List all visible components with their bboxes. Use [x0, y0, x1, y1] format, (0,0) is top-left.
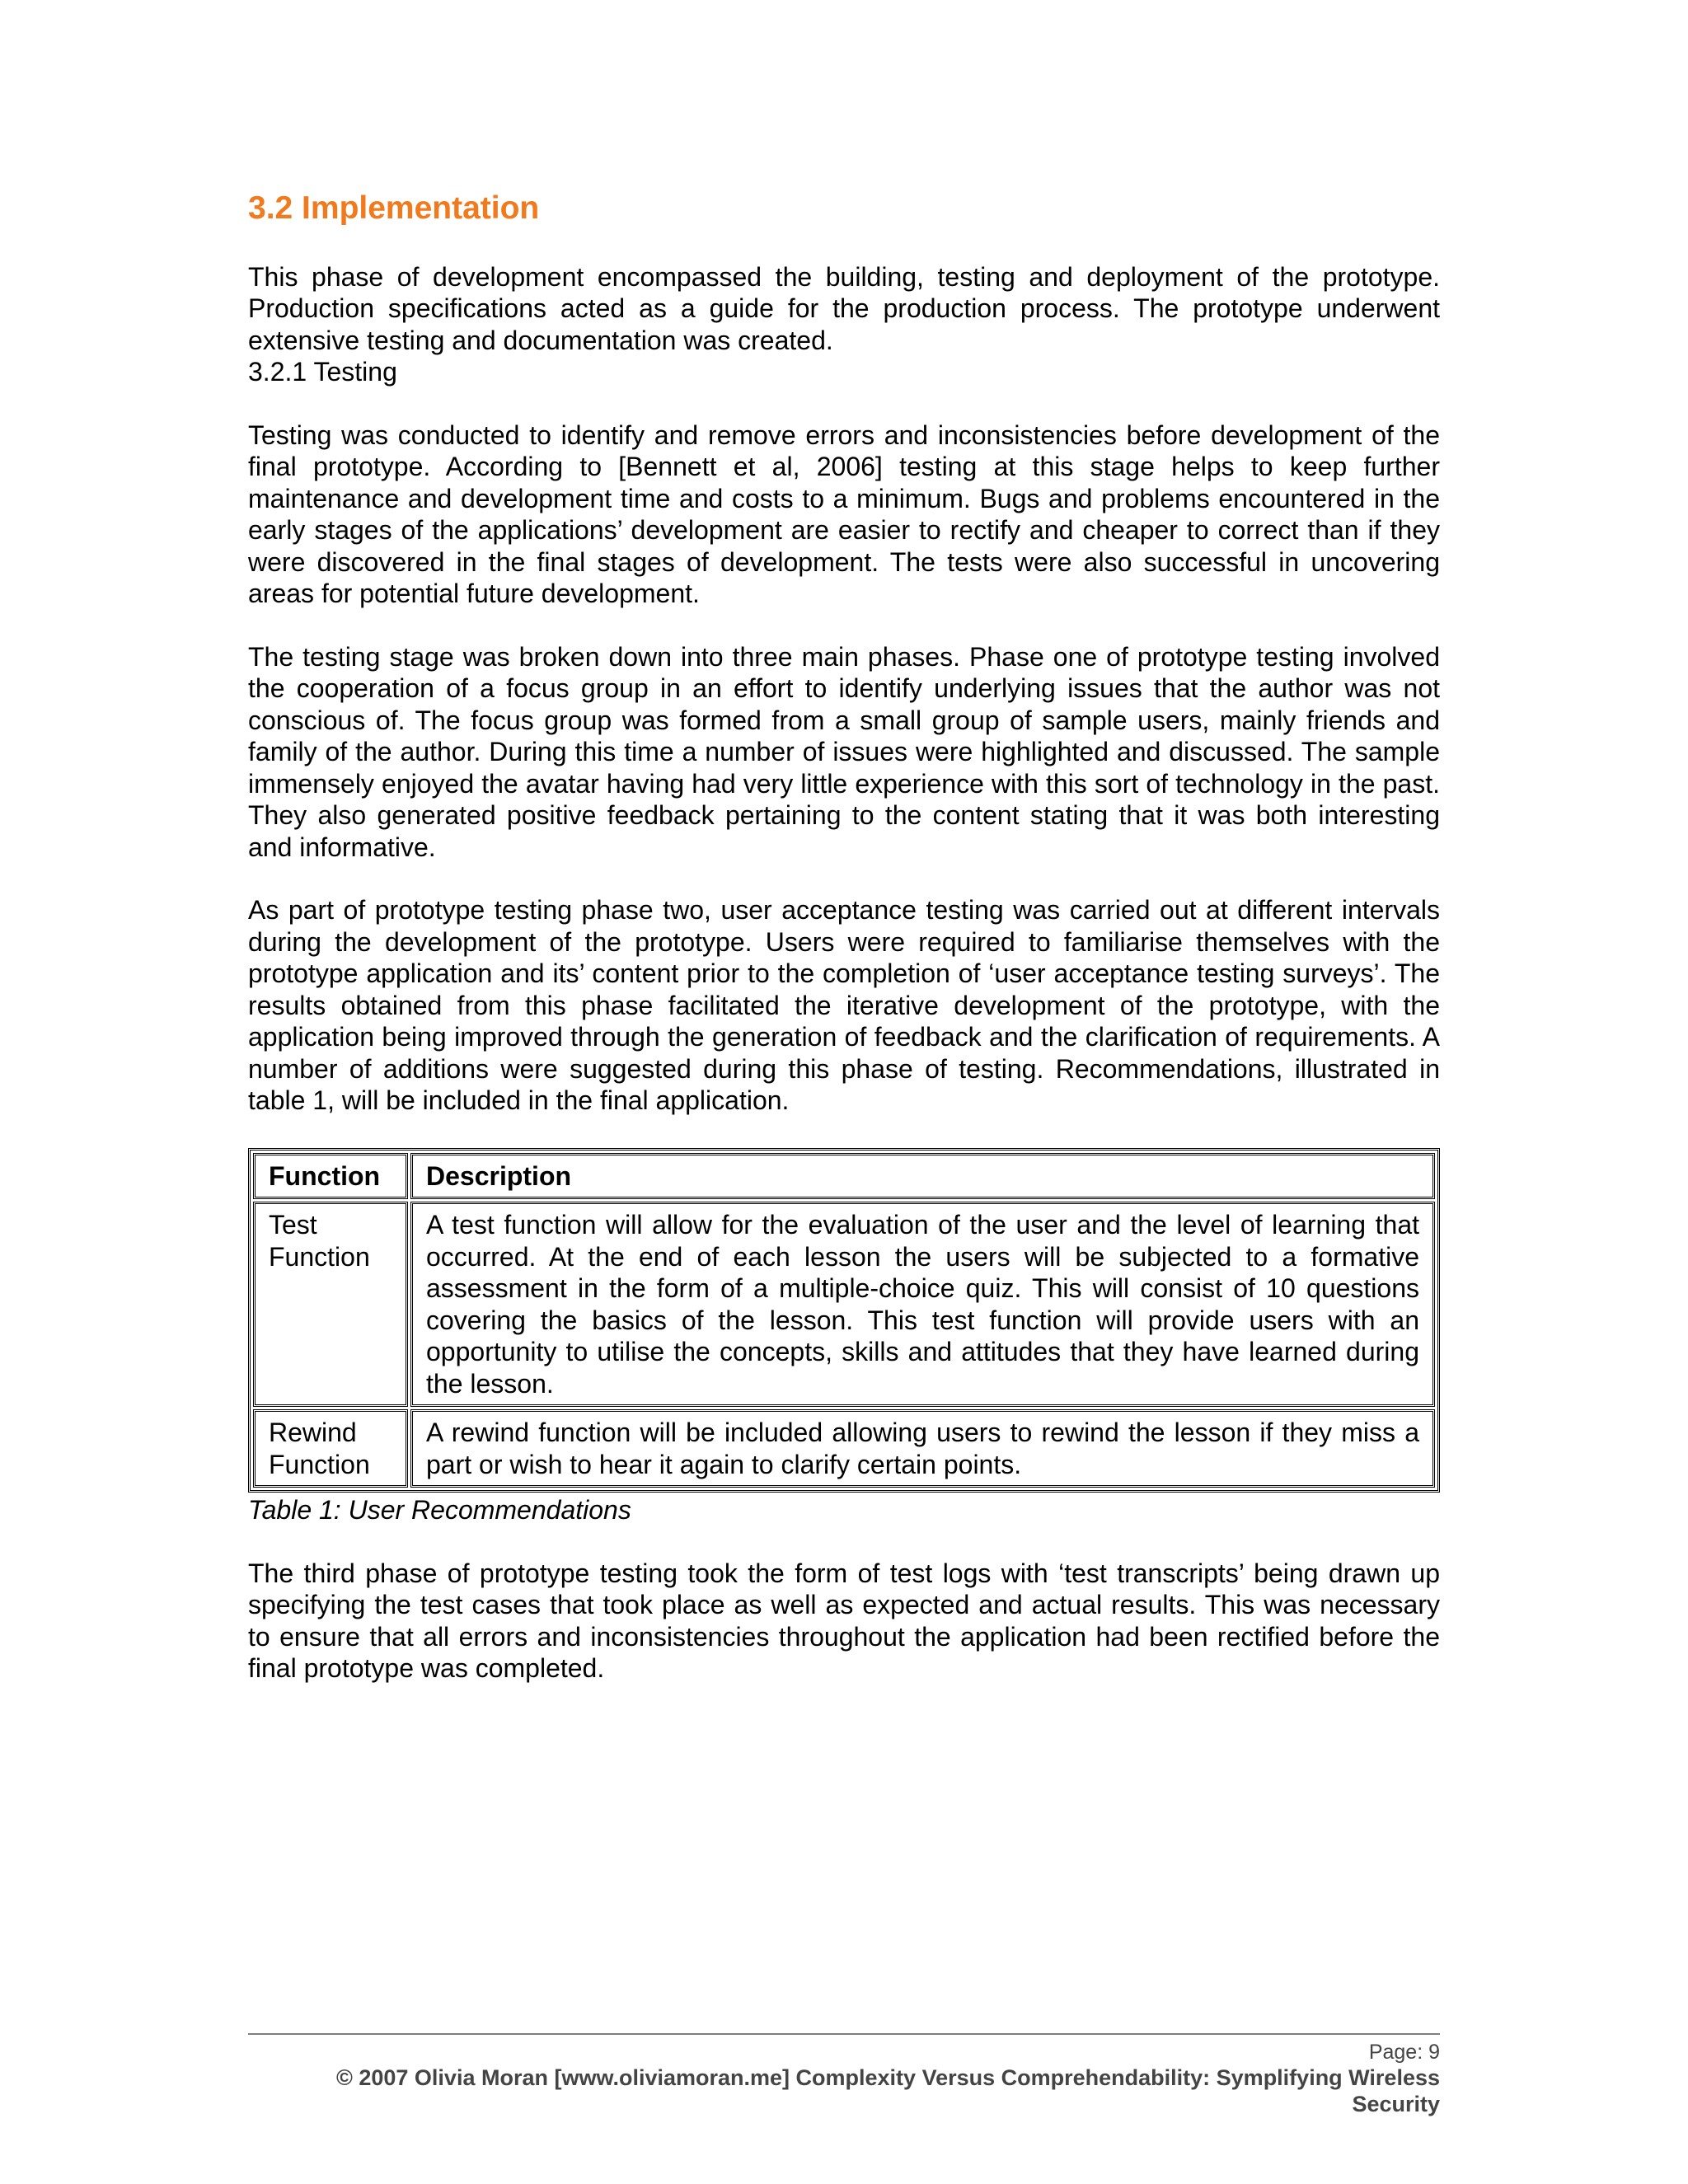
body-paragraph-1: Testing was conducted to identify and remove errors and inconsistencies before development of the final prototype. According to [Bennett et al, 2006] testing at this stage helps to keep further maintenance and development time and costs to a minimum. Bugs and problems encountered in the early stages of the applications’ development are easier to rectify and cheaper to correct than if they were discovered in the final stages of development. The tests were also successful in uncovering areas for potential future development.	[248, 419, 1440, 609]
page-footer	[248, 2033, 1440, 2117]
section-title: 3.2 Implementation	[248, 190, 540, 226]
table-header-row	[253, 1153, 1435, 1200]
table-cell-function: Test Function	[253, 1202, 408, 1407]
intro-paragraph: This phase of development encompassed the building, testing and deployment of the prototype. Production specifications acted as a guide for the production process. The prototype underwent extensive testing and documentation was created.	[248, 261, 1440, 355]
table-cell-function: Rewind Function	[253, 1409, 408, 1488]
page-number: Page: 9	[1368, 2041, 1440, 2064]
table-row	[253, 1409, 1435, 1488]
body-paragraph-3: As part of prototype testing phase two, user acceptance testing was carried out at different intervals during the development of the prototype. Users were required to familiarise themselves with the prototype application and its’ content prior to the completion of ‘user acceptance testing surveys’. The results obtained from this phase facilitated the iterative development of the prototype, with the application being improved through the generation of feedback and the clarification of requirements. A number of additions were suggested during this phase of testing. Recommendations, illustrated in table 1, will be included in the final application.	[248, 895, 1440, 1116]
subsection-heading: 3.2.1 Testing	[248, 357, 397, 387]
table-caption: Table 1: User Recommendations	[248, 1495, 631, 1526]
document-page	[248, 190, 1440, 1685]
table-row	[253, 1202, 1435, 1407]
recommendations-table	[248, 1148, 1440, 1493]
table-cell-description: A test function will allow for the evaluation of the user and the level of learning that occurred. At the end of each lesson the users will be subjected to a formative assessment in the form of a multiple-choice quiz. This will consist of 10 questions covering the basics of the lesson. This test function will provide users with an opportunity to utilise the concepts, skills and attitudes that they have learned during the lesson.	[410, 1202, 1435, 1407]
closing-paragraph: The third phase of prototype testing took the form of test logs with ‘test transcripts’ being drawn up specifying the test cases that took place as well as expected and actual results. This was necessary to ensure that all errors and inconsistencies throughout the application had been rectified before the final prototype was completed.	[248, 1558, 1440, 1684]
table-cell-description: A rewind function will be included allowing users to rewind the lesson if they miss a part or wish to hear it again to clarify certain points.	[410, 1409, 1435, 1488]
table-header-function: Function	[253, 1153, 408, 1200]
table-header-description: Description	[410, 1153, 1435, 1200]
body-paragraph-2: The testing stage was broken down into three main phases. Phase one of prototype testing involved the cooperation of a focus group in an effort to identify underlying issues that the author was not conscious of. The focus group was formed from a small group of sample users, mainly friends and family of the author. During this time a number of issues were highlighted and discussed. The sample immensely enjoyed the avatar having had very little experience with this sort of technology in the past. They also generated positive feedback pertaining to the content stating that it was both interesting and informative.	[248, 641, 1440, 862]
copyright-line: © 2007 Olivia Moran [www.oliviamoran.me] Complexity Versus Comprehendability: Symplifying Wireless Security	[335, 2065, 1440, 2116]
